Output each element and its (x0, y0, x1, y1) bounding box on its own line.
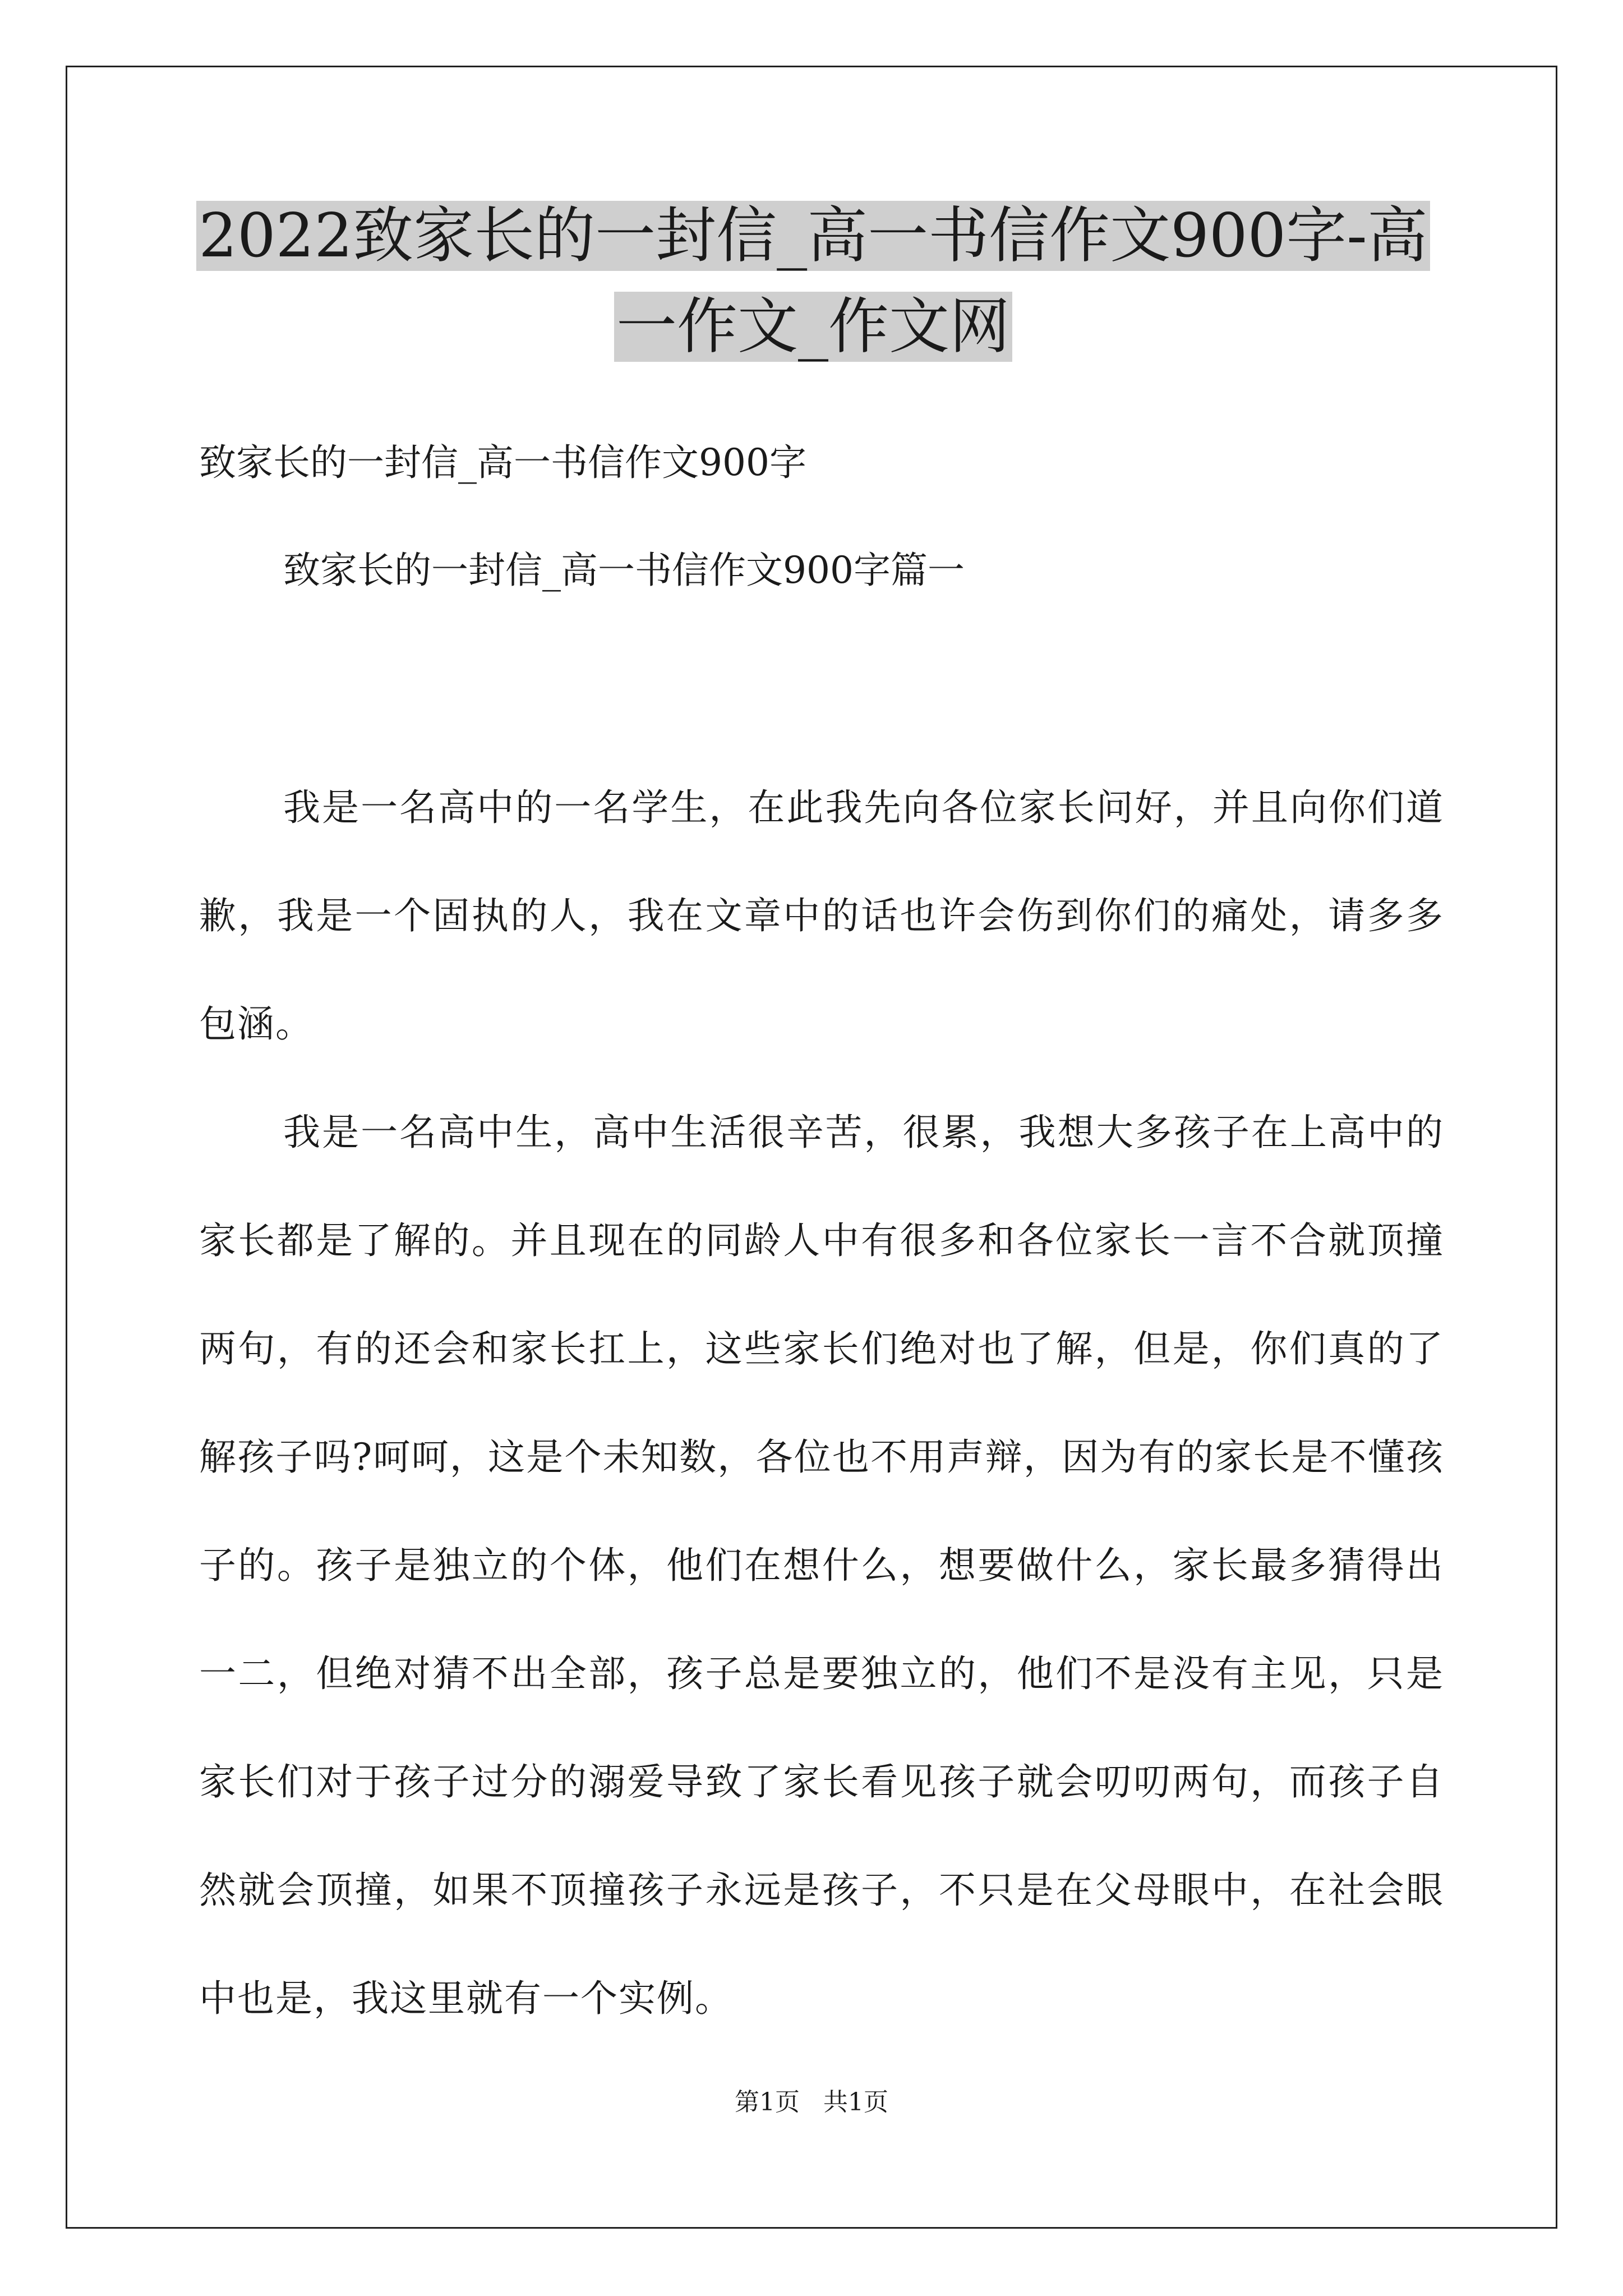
document-subtitle: 致家长的一封信_高一书信作文900字 (199, 441, 806, 484)
paragraph-2: 我是一名高中生，高中生活很辛苦，很累，我想大多孩子在上高中的家长都是了解的。并且现在的同龄人中有很多和各位家长一言不合就顶撞两句，有的还会和家长扛上，这些家长们绝对也了解，但是，你们真的了解孩子吗?呵呵，这是个未知数，各位也不用声辩，因为有的家长是不懂孩子的。孩子是独立的个体，他们在想什么，想要做什么，家长最多猜得出一二，但绝对猜不出全部，孩子总是要独立的，他们不是没有主见，只是家长们对于孩子过分的溺爱导致了家长看见孩子就会叨叨两句，而孩子自然就会顶撞，如果不顶撞孩子永远是孩子，不只是在父母眼中，在社会眼中也是，我这里就有一个实例。 (199, 1111, 1444, 2020)
page-footer: 第1页 共1页 (735, 2088, 888, 2116)
body-text (199, 753, 1444, 2053)
document-title (168, 191, 1458, 372)
section-heading: 致家长的一封信_高一书信作文900字篇一 (283, 549, 965, 592)
paragraph-1: 我是一名高中的一名学生，在此我先向各位家长问好，并且向你们道歉，我是一个固执的人，我在文章中的话也许会伤到你们的痛处，请多多包涵。 (199, 786, 1444, 1046)
document-title-text: 2022致家长的一封信_高一书信作文900字-高一作文_作文网 (196, 201, 1430, 362)
